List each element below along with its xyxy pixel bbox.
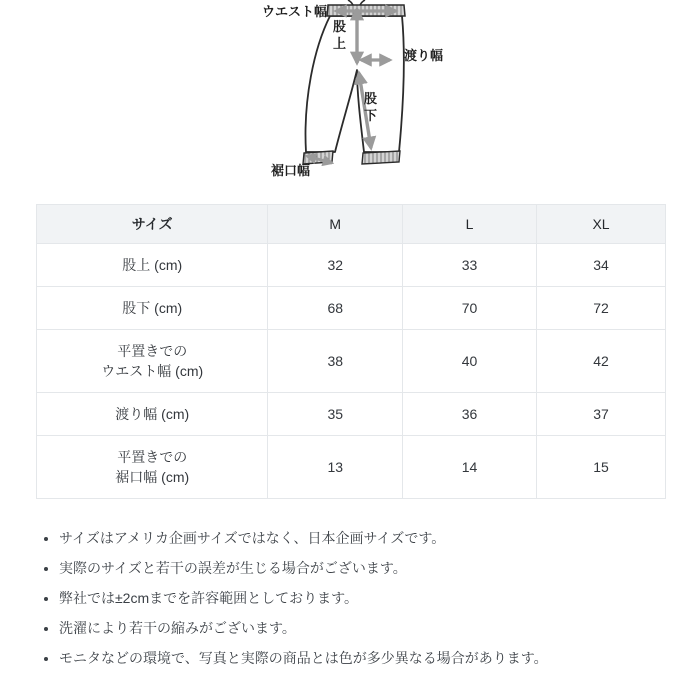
notes-list (38, 528, 648, 678)
pants-body-outline (306, 16, 404, 152)
cell-value: 32 (268, 244, 403, 287)
note-item: • サイズはアメリカ企画サイズではなく、日本企画サイズです。 (59, 528, 648, 548)
right-cuff (362, 151, 400, 164)
table-row-waist-width (37, 330, 666, 393)
note-item: • モニタなどの環境で、写真と実際の商品とは色が多少異なる場合があります。 (59, 648, 648, 668)
note-item: • 洗濯により若干の縮みがございます。 (59, 618, 648, 638)
inseam-label: 股下 (364, 91, 378, 123)
table-row-thigh-width (37, 393, 666, 436)
col-header-l: L (403, 205, 537, 244)
pants-diagram-svg (0, 0, 680, 192)
table-row-rise (37, 244, 666, 287)
size-table (36, 204, 666, 499)
cell-value: 33 (403, 244, 537, 287)
table-row-inseam (37, 287, 666, 330)
row-label: 股上 (cm) (37, 244, 268, 287)
row-label: 股下 (cm) (37, 287, 268, 330)
col-header-xl: XL (537, 205, 666, 244)
col-header-size: サイズ (37, 205, 268, 244)
cell-value: 68 (268, 287, 403, 330)
cell-value: 34 (537, 244, 666, 287)
row-label: 平置きでの ウエスト幅 (cm) (37, 330, 268, 393)
cell-value: 40 (403, 330, 537, 393)
cell-value: 35 (268, 393, 403, 436)
cell-value: 15 (537, 436, 666, 499)
size-table-header-row (37, 205, 666, 244)
waist-width-label: ウエスト幅 (261, 4, 327, 19)
table-row-hem-width (37, 436, 666, 499)
note-item: • 弊社では±2cmまでを許容範囲としております。 (59, 588, 648, 608)
thigh-width-label: 渡り幅 (404, 48, 444, 63)
cell-value: 70 (403, 287, 537, 330)
cell-value: 36 (403, 393, 537, 436)
hem-width-label: 裾口幅 (271, 163, 311, 178)
cell-value: 13 (268, 436, 403, 499)
row-label: 平置きでの 裾口幅 (cm) (37, 436, 268, 499)
rise-label: 股上 (333, 19, 347, 51)
cell-value: 14 (403, 436, 537, 499)
cell-value: 38 (268, 330, 403, 393)
cell-value: 42 (537, 330, 666, 393)
note-item: • 実際のサイズと若干の誤差が生じる場合がございます。 (59, 558, 648, 578)
col-header-m: M (268, 205, 403, 244)
cell-value: 37 (537, 393, 666, 436)
row-label: 渡り幅 (cm) (37, 393, 268, 436)
cell-value: 72 (537, 287, 666, 330)
pants-measurement-diagram (0, 0, 680, 192)
